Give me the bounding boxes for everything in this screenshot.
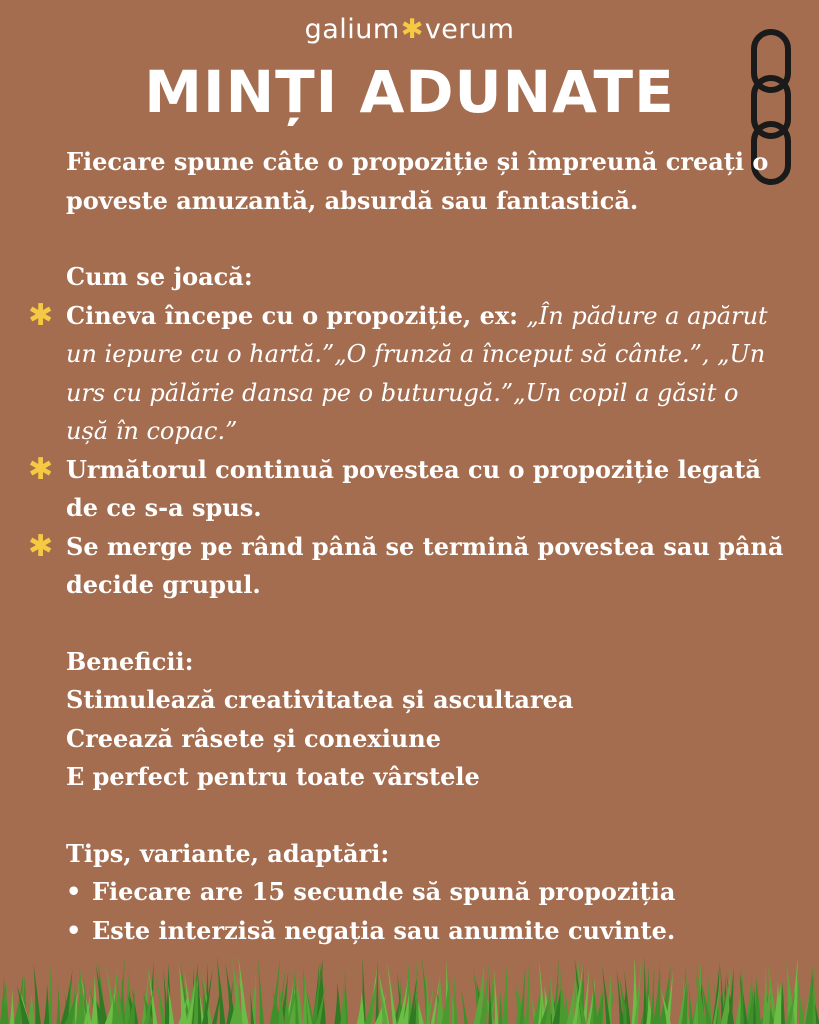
grass-blade: [375, 959, 379, 1024]
content: [28, 143, 786, 950]
step-3: [28, 528, 786, 605]
tips-list: [66, 873, 786, 950]
grass-blade: [643, 954, 647, 1024]
intro-text: Fiecare spune câte o propoziție și împreună creați o poveste amuzantă, absurdă sau fantastică.: [66, 147, 769, 215]
page-title: MINȚI ADUNATE: [144, 58, 675, 126]
tip-item: • Este interzisă negația sau anumite cuvinte.: [66, 912, 786, 951]
grass-blade: [525, 956, 529, 1024]
grass-blade: [502, 964, 508, 1024]
grass-blade: [56, 985, 60, 1024]
benefit-item: E perfect pentru toate vârstele: [66, 762, 480, 791]
grass-blade: [494, 968, 499, 1024]
grass-blade: [217, 956, 225, 1024]
grass-blade: [10, 989, 15, 1024]
how-to-heading: Cum se joacă:: [66, 262, 253, 291]
grass-blade: [387, 961, 397, 1024]
tips-heading: Tips, variante, adaptări:: [66, 838, 390, 868]
step-1-examples: „În pădure a apărut un iepure cu o hartă.”„O frunză a început să cânte.”, „Un urs cu pălărie dansa pe o buturugă.”„Un copil a găsit o ușă în copac.”: [66, 301, 768, 445]
grass-blade: [33, 963, 40, 1024]
step-1: [28, 297, 786, 451]
grass-blade: [461, 987, 468, 1024]
step-3-text: Se merge pe rând până se termină povestea sau până decide grupul.: [66, 531, 784, 599]
brand-star-icon: ✱: [400, 14, 424, 45]
grass-blade: [416, 954, 419, 1024]
brand-left: galium: [304, 14, 400, 45]
grass-blade: [498, 989, 502, 1024]
asterisk-flower-icon: ✱: [28, 297, 54, 333]
grass-decoration: [0, 954, 819, 1024]
brand-right: verum: [424, 14, 515, 45]
grass-blade: [488, 974, 492, 1024]
benefit-item: Stimulează creativitatea și ascultarea: [66, 685, 574, 714]
step-2: [28, 451, 786, 528]
grass-blade: [688, 983, 692, 1024]
step-2-text: Următorul continuă povestea cu o propoziție legată de ce s-a spus.: [66, 454, 761, 522]
grass-blade: [0, 975, 5, 1024]
tip-item: • Fiecare are 15 secunde să spună propoziția: [66, 873, 786, 912]
benefits-heading: Beneficii:: [66, 646, 194, 676]
grass-blade: [334, 982, 341, 1024]
step-1-text: Cineva începe cu o propoziție, ex:: [66, 300, 527, 330]
brand-logo: [0, 14, 819, 45]
asterisk-flower-icon: ✱: [28, 528, 54, 564]
benefit-item: Creează râsete și conexiune: [66, 723, 441, 753]
grass-blade: [454, 971, 458, 1024]
grass-blade: [44, 984, 49, 1024]
grass-blade: [258, 957, 264, 1024]
asterisk-flower-icon: ✱: [28, 451, 54, 487]
